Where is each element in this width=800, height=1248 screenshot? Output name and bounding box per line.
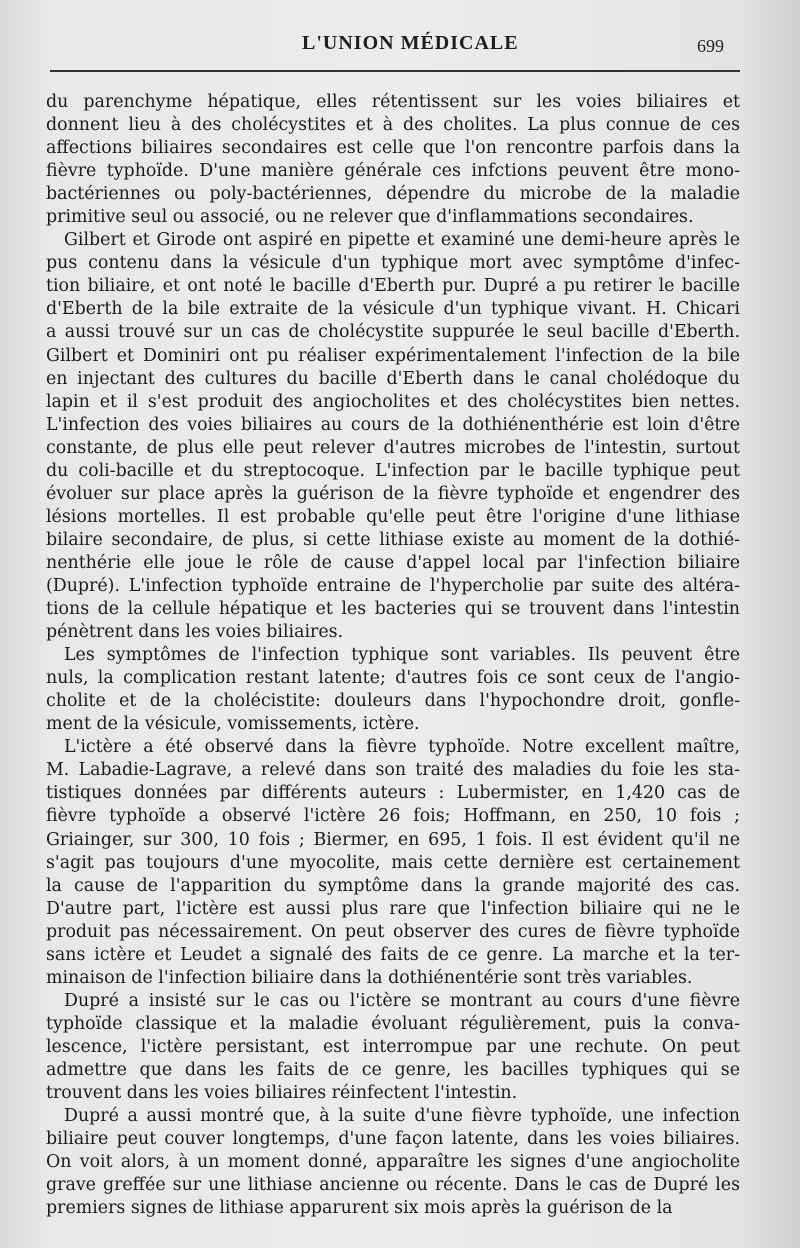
text-line: Griainger, sur 300, 10 fois ; Biermer, en 695, 1 fois. Il est évident qu'il ne xyxy=(46,829,740,850)
text-line: a aussi trouvé sur un cas de cholécystite suppurée le seul bacille d'Eberth. xyxy=(46,322,740,343)
text-line: en injectant des cultures du bacille d'Eberth dans le canal cholédoque du xyxy=(46,368,740,389)
journal-title: L'UNION MÉDICALE xyxy=(302,32,519,54)
text-line: fièvre typhoïde. D'une manière générale ces infctions peuvent être mono- xyxy=(46,161,740,182)
text-line: nenthérie elle joue le rôle de cause d'appel local par l'infection biliaire xyxy=(46,552,740,573)
text-line: M. Labadie-Lagrave, a relevé dans son traité des maladies du foie les sta- xyxy=(46,760,740,781)
text-line: Gilbert et Dominiri ont pu réaliser expérimentalement l'infection de la bile xyxy=(46,345,740,366)
text-line: pénètrent dans les voies biliaires. xyxy=(46,622,344,643)
text-line: minaison de l'infection biliaire dans la dothiénentérie sont très variables. xyxy=(46,967,693,988)
text-line: affections biliaires secondaires est celle que l'on rencontre parfois dans la xyxy=(46,138,740,159)
header-rule xyxy=(50,70,740,72)
text-line: du coli-bacille et du streptocoque. L'infection par le bacille typhique peut xyxy=(46,460,740,481)
paragraph xyxy=(46,644,740,736)
text-line: tion biliaire, et ont noté le bacille d'Eberth pur. Dupré a pu retirer le bacille xyxy=(46,276,740,297)
text-line: évoluer sur place après la guérison de la fièvre typhoïde et engendrer des xyxy=(46,483,740,504)
text-line: pus contenu dans la vésicule d'un typhique mort avec symptôme d'infec- xyxy=(46,253,740,274)
text-line: lésions mortelles. Il est probable qu'elle peut être l'origine d'une lithiase xyxy=(46,506,740,527)
text-line: tistiques données par différents auteurs : Lubermister, en 1,420 cas de xyxy=(46,783,740,804)
text-line: lescence, l'ictère persistant, est interrompue par une rechute. On peut xyxy=(46,1036,740,1057)
text-line: L'ictère a été observé dans la fièvre typhoïde. Notre excellent maître, xyxy=(64,737,740,758)
text-line: Dupré a aussi montré que, à la suite d'une fièvre typhoïde, une infection xyxy=(64,1106,740,1127)
text-line: cholite et de la cholécistite: douleurs dans l'hypochondre droit, gonfle- xyxy=(46,691,740,712)
text-line: Dupré a insisté sur le cas ou l'ictère se montrant au cours d'une fièvre xyxy=(64,990,740,1011)
text-line: sans ictère et Leudet a signalé des faits de ce genre. La marche et la ter- xyxy=(46,944,740,965)
paragraph xyxy=(46,1105,740,1220)
text-line: typhoïde classique et la maladie évoluant régulièrement, puis la conva- xyxy=(46,1013,740,1034)
body-text xyxy=(46,91,740,1220)
text-line: biliaire peut couver longtemps, d'une façon latente, dans les voies biliaires. xyxy=(46,1129,740,1150)
paragraph xyxy=(46,736,740,990)
text-line: trouvent dans les voies biliaires réinfectent l'intestin. xyxy=(46,1083,518,1104)
text-line: du parenchyme hépatique, elles rétentissent sur les voies biliaires et xyxy=(46,92,740,112)
text-line: nuls, la complication restant latente; d'autres fois ce sont ceux de l'angio- xyxy=(46,668,740,689)
page-header xyxy=(50,30,740,70)
paragraph xyxy=(46,229,740,644)
text-line: lapin et il s'est produit des angiocholites et des cholécystites bien nettes. xyxy=(46,391,740,412)
text-line: L'infection des voies biliaires au cours de la dothiénenthérie est loin d'être xyxy=(46,414,740,435)
text-line: fièvre typhoïde a observé l'ictère 26 fois; Hoffmann, en 250, 10 fois ; xyxy=(46,806,740,827)
text-line: On voit alors, à un moment donné, apparaître les signes d'une angiocholite xyxy=(46,1152,740,1173)
text-line: ment de la vésicule, vomissements, ictère. xyxy=(46,714,420,735)
text-line: bactériennes ou poly-bactériennes, dépendre du microbe de la maladie xyxy=(46,184,740,205)
text-line: (Dupré). L'infection typhoïde entraine de l'hypercholie par suite des altéra- xyxy=(46,575,740,596)
paragraph xyxy=(46,91,740,229)
text-line: la cause de l'apparition du symptôme dans la grande majorité des cas. xyxy=(46,875,740,896)
text-line: produit pas nécessairement. On peut observer des cures de fièvre typhoïde xyxy=(46,921,740,942)
text-line: grave greffée sur une lithiase ancienne ou récente. Dans le cas de Dupré les xyxy=(46,1175,740,1196)
text-line: d'Eberth de la bile extraite de la vésicule d'un typhique vivant. H. Chicari xyxy=(46,299,740,320)
text-line: tions de la cellule hépatique et les bacteries qui se trouvent dans l'intestin xyxy=(46,599,740,620)
page-number: 699 xyxy=(697,36,724,56)
paragraph xyxy=(46,990,740,1105)
text-line: Gilbert et Girode ont aspiré en pipette et examiné une demi-heure après le xyxy=(64,230,740,251)
text-line: Les symptômes de l'infection typhique sont variables. Ils peuvent être xyxy=(64,645,740,666)
text-line: primitive seul ou associé, ou ne relever que d'inflammations secondaires. xyxy=(46,207,694,228)
text-line: constante, de plus elle peut relever d'autres microbes de l'intestin, surtout xyxy=(46,437,740,458)
text-line: bilaire secondaire, de plus, si cette lithiase existe au moment de la dothié- xyxy=(46,529,740,550)
text-line: D'autre part, l'ictère est aussi plus rare que l'infection biliaire qui ne le xyxy=(46,898,740,919)
text-line: premiers signes de lithiase apparurent six mois après la guérison de la xyxy=(46,1198,673,1219)
text-line: admettre que dans les faits de ce genre, les bacilles typhiques qui se xyxy=(46,1059,740,1080)
text-line: s'agit pas toujours d'une myocolite, mais cette dernière est certainement xyxy=(46,852,740,873)
text-line: donnent lieu à des cholécystites et à des cholites. La plus connue de ces xyxy=(46,115,740,136)
